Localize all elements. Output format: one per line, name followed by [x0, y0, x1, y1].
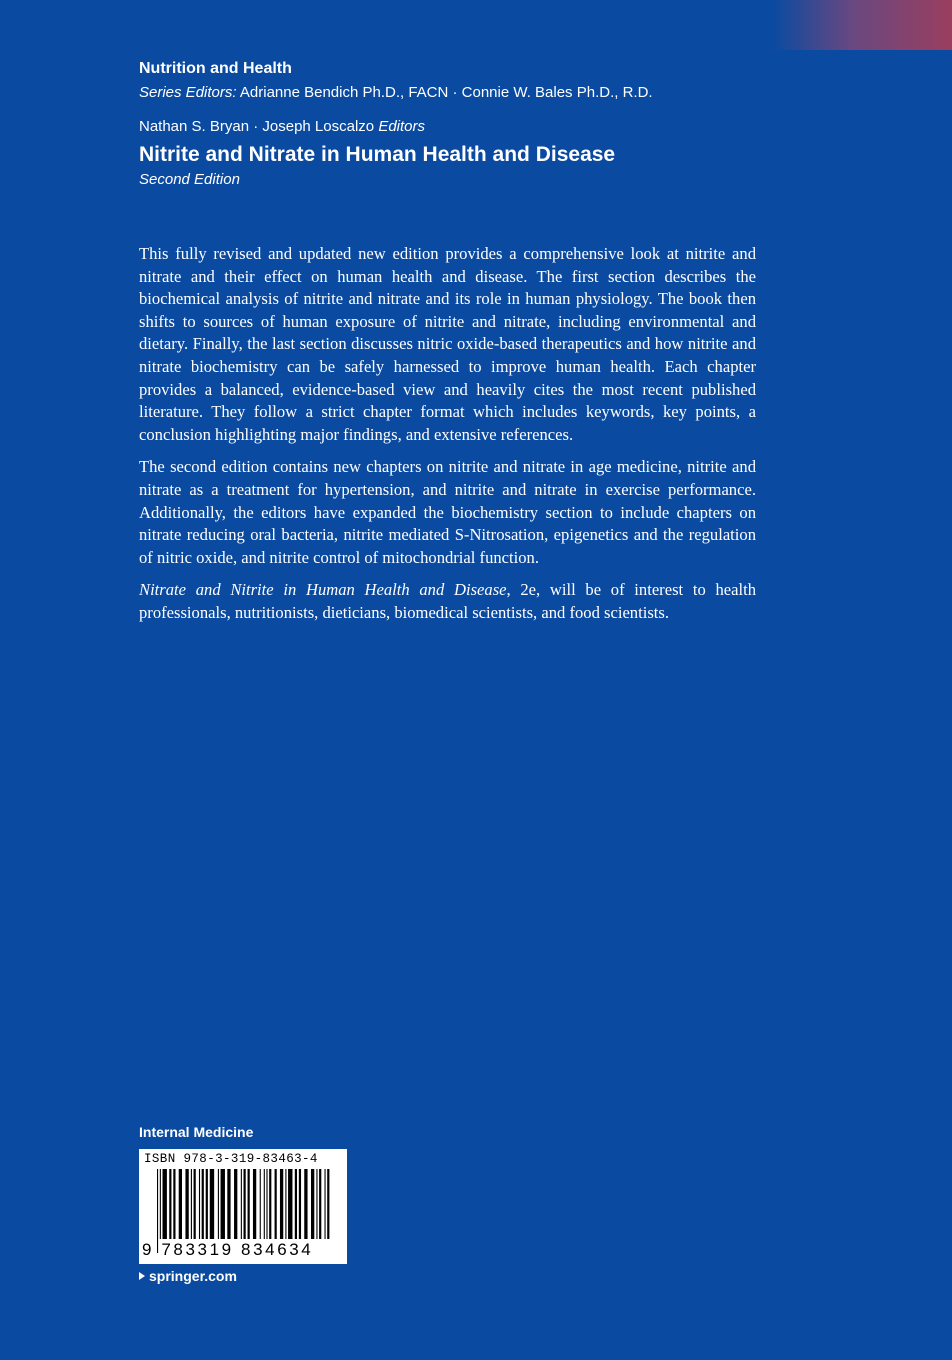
corner-accent-band: [772, 0, 952, 50]
cover-header: [139, 58, 839, 190]
barcode-bar: [327, 1169, 329, 1239]
barcode-bar: [210, 1169, 214, 1239]
series-name: Nutrition and Health: [139, 60, 292, 77]
barcode-bar: [163, 1169, 167, 1239]
barcode-bar: [299, 1169, 301, 1239]
barcode-bar: [227, 1169, 230, 1239]
barcode-bar: [199, 1169, 200, 1239]
barcode-bar: [169, 1169, 171, 1239]
subject-category: Internal Medicine: [139, 1124, 254, 1140]
barcode-bar: [288, 1169, 292, 1239]
book-title: Nitrite and Nitrate in Human Health and Disease: [139, 143, 616, 166]
barcode-bar: [185, 1169, 188, 1239]
barcode-bar: [304, 1169, 307, 1239]
barcode-bar: [248, 1169, 250, 1239]
arrow-right-icon: [139, 1272, 145, 1280]
book-editors-label: Editors: [378, 118, 425, 135]
book-editors: Nathan S. Bryan · Joseph Loscalzo: [139, 118, 375, 135]
barcode-bar: [194, 1169, 196, 1239]
barcode-bar: [266, 1169, 267, 1239]
barcode-bar: [244, 1169, 246, 1239]
description-paragraph-3-text: , 2e, will be of interest to health professionals, nutritionists, dieticians, biomedical scientists, and food scientists.: [139, 580, 757, 622]
barcode-bar: [325, 1169, 326, 1239]
series-editors-label: Series Editors:: [139, 84, 237, 101]
barcode-bar: [253, 1169, 256, 1239]
barcode-bar: [280, 1169, 283, 1239]
barcode-bar: [241, 1169, 242, 1239]
book-title-italic: Nitrate and Nitrite in Human Health and Disease: [139, 580, 507, 600]
barcode-bar: [319, 1169, 321, 1239]
book-editors-line: [139, 116, 839, 138]
barcode-bar: [221, 1169, 225, 1239]
barcode-bar: [295, 1169, 297, 1239]
barcode-bar: [173, 1169, 175, 1239]
barcode-bar: [218, 1169, 219, 1239]
barcode-bar: [206, 1169, 208, 1239]
description: [139, 243, 756, 635]
website-label: springer.com: [149, 1268, 237, 1284]
barcode-bar: [285, 1169, 286, 1239]
barcode-bar: [311, 1169, 314, 1239]
series-editors: Adrianne Bendich Ph.D., FACN · Connie W. Bales Ph.D., R.D.: [239, 84, 653, 101]
series-editors-line: [139, 80, 839, 106]
barcode-bar: [179, 1169, 182, 1239]
barcode-bar: [260, 1169, 261, 1239]
isbn-text: ISBN 978-3-319-83463-4: [144, 1152, 318, 1166]
edition: Second Edition: [139, 171, 240, 188]
barcode-bar: [160, 1169, 161, 1239]
ean-digits: 9 783319 834634: [142, 1240, 314, 1259]
barcode-bar: [316, 1169, 317, 1239]
description-paragraph-2: The second edition contains new chapters on nitrite and nitrate in age medicine, nitrite and nitrate as a treatment for hypertension, and nitrite and nitrate in exercise performance. Additionally, the editors have expanded the biochemistry section to include chapters on nitrate reducing oral bacteria, nitrite mediated S-Nitrosation, epigenetics and the regulation of nitric oxide, and nitrite control of mitochondrial function.: [139, 457, 756, 567]
barcode-bar: [275, 1169, 277, 1239]
description-paragraph-3: [139, 579, 756, 624]
barcode-bar: [202, 1169, 204, 1239]
isbn-barcode: [139, 1149, 347, 1264]
barcode-bar: [234, 1169, 237, 1239]
barcode-bar: [191, 1169, 192, 1239]
description-paragraph-1: This fully revised and updated new edition provides a comprehensive look at nitrite and nitrate and their effect on human health and disease. The first section describes the biochemical analysis of nitrite and nitrate and its role in human physiology. The book then shifts to sources of human exposure of nitrite and nitrate, including environmental and dietary. Finally, the last section discusses nitric oxide-based therapeutics and how nitrite and nitrate biochemistry can be safely harnessed to improve human health. Each chapter provides a balanced, evidence-based view and heavily cites the most recent published literature. They follow a strict chapter format which includes keywords, key points, a conclusion highlighting major findings, and extensive references.: [139, 244, 756, 444]
publisher-website[interactable]: [139, 1268, 237, 1284]
barcode-bar: [269, 1169, 271, 1239]
barcode-bar: [264, 1169, 265, 1239]
